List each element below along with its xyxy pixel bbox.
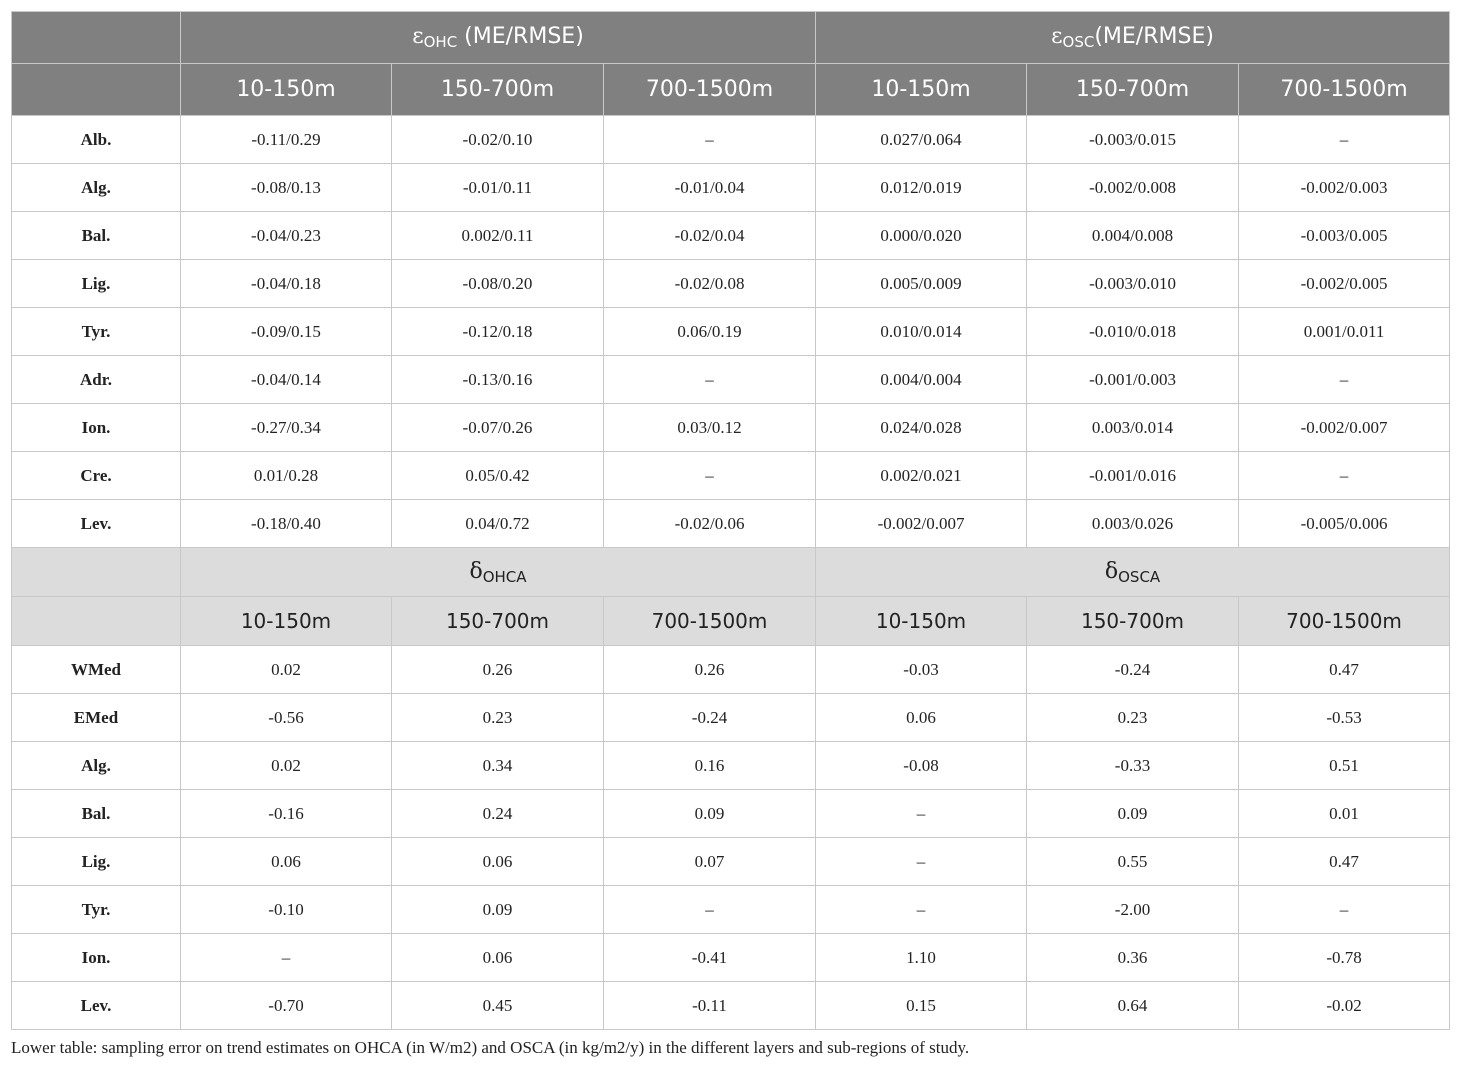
table-row [12,790,1450,838]
value-cell: – [1239,356,1450,404]
value-cell: -0.07/0.26 [392,404,604,452]
value-cell: – [1239,886,1450,934]
region-label: Alg. [12,164,181,212]
value-cell: -0.18/0.40 [181,500,392,548]
region-label: Cre. [12,452,181,500]
value-cell: -0.24 [1027,646,1239,694]
value-cell: -0.003/0.005 [1239,212,1450,260]
value-cell: 0.24 [392,790,604,838]
value-cell: -0.003/0.015 [1027,116,1239,164]
value-cell: 0.012/0.019 [816,164,1027,212]
table-row [12,934,1450,982]
value-cell: 0.06 [181,838,392,886]
region-label: Lev. [12,982,181,1030]
table-row [12,164,1450,212]
value-cell: 0.03/0.12 [604,404,816,452]
value-cell: -0.010/0.018 [1027,308,1239,356]
region-label: Tyr. [12,308,181,356]
value-cell: -0.03 [816,646,1027,694]
ohc-group-suffix: (ME/RMSE) [457,24,584,49]
layer-header: 10-150m [181,597,392,646]
upper-group-header-row [12,12,1450,64]
osca-trend-group-header [816,548,1450,597]
epsilon-symbol: ε [412,24,424,49]
region-label: WMed [12,646,181,694]
layer-header: 150-700m [392,597,604,646]
results-table [11,11,1450,1030]
value-cell: 0.09 [1027,790,1239,838]
table-row [12,116,1450,164]
value-cell: -0.70 [181,982,392,1030]
value-cell: -0.41 [604,934,816,982]
value-cell: -0.003/0.010 [1027,260,1239,308]
value-cell: 1.10 [816,934,1027,982]
value-cell: -0.08/0.20 [392,260,604,308]
region-label: Adr. [12,356,181,404]
value-cell: – [816,886,1027,934]
delta-symbol: δ [1104,558,1119,584]
value-cell: 0.06/0.19 [604,308,816,356]
delta-symbol: δ [469,558,483,584]
layer-header: 10-150m [816,597,1027,646]
value-cell: -0.002/0.005 [1239,260,1450,308]
value-cell: 0.06 [816,694,1027,742]
value-cell: 0.16 [604,742,816,790]
value-cell: -0.53 [1239,694,1450,742]
value-cell: 0.024/0.028 [816,404,1027,452]
value-cell: -0.08 [816,742,1027,790]
value-cell: 0.23 [392,694,604,742]
value-cell: 0.002/0.021 [816,452,1027,500]
lower-table-header [12,548,1450,646]
value-cell: 0.55 [1027,838,1239,886]
layer-header: 700-1500m [1239,64,1450,116]
value-cell: 0.01 [1239,790,1450,838]
ohc-subscript: OHC [423,33,458,51]
value-cell: -0.04/0.18 [181,260,392,308]
osc-error-group-header [816,12,1450,64]
region-label: Lig. [12,838,181,886]
value-cell: 0.09 [392,886,604,934]
value-cell: 0.01/0.28 [181,452,392,500]
table-row [12,646,1450,694]
value-cell: 0.005/0.009 [816,260,1027,308]
value-cell: 0.07 [604,838,816,886]
region-label: Ion. [12,934,181,982]
upper-table-body [12,116,1450,548]
value-cell: -0.78 [1239,934,1450,982]
value-cell: – [816,838,1027,886]
table-row [12,212,1450,260]
layer-header: 10-150m [816,64,1027,116]
value-cell: -2.00 [1027,886,1239,934]
value-cell: 0.45 [392,982,604,1030]
osc-subscript: OSC [1062,33,1095,51]
table-row [12,500,1450,548]
table-row [12,838,1450,886]
value-cell: 0.36 [1027,934,1239,982]
table-row [12,694,1450,742]
osc-group-suffix: (ME/RMSE) [1094,24,1214,49]
value-cell: – [604,886,816,934]
region-label: Alb. [12,116,181,164]
value-cell: -0.002/0.008 [1027,164,1239,212]
value-cell: -0.002/0.007 [1239,404,1450,452]
value-cell: -0.27/0.34 [181,404,392,452]
value-cell: 0.010/0.014 [816,308,1027,356]
value-cell: -0.04/0.23 [181,212,392,260]
value-cell: -0.01/0.04 [604,164,816,212]
value-cell: -0.04/0.14 [181,356,392,404]
upper-layer-header-row [12,64,1450,116]
region-label: Lev. [12,500,181,548]
value-cell: – [604,116,816,164]
value-cell: -0.33 [1027,742,1239,790]
value-cell: 0.26 [392,646,604,694]
value-cell: -0.09/0.15 [181,308,392,356]
value-cell: 0.06 [392,934,604,982]
lower-layer-header-row [12,597,1450,646]
region-label: Alg. [12,742,181,790]
value-cell: -0.02/0.06 [604,500,816,548]
value-cell: 0.002/0.11 [392,212,604,260]
value-cell: -0.16 [181,790,392,838]
epsilon-symbol: ε [1051,24,1063,49]
value-cell: – [816,790,1027,838]
osca-subscript: OSCA [1118,567,1161,586]
value-cell: -0.11 [604,982,816,1030]
upper-corner-cell [12,12,181,64]
value-cell: 0.05/0.42 [392,452,604,500]
table-row [12,452,1450,500]
ohc-error-group-header [181,12,816,64]
value-cell: -0.02 [1239,982,1450,1030]
value-cell: -0.11/0.29 [181,116,392,164]
value-cell: 0.09 [604,790,816,838]
layer-header: 10-150m [181,64,392,116]
layer-header: 700-1500m [604,64,816,116]
upper-table-header [12,12,1450,116]
table-row [12,260,1450,308]
layer-header: 150-700m [392,64,604,116]
value-cell: – [181,934,392,982]
value-cell: 0.51 [1239,742,1450,790]
value-cell: -0.24 [604,694,816,742]
table-caption: Lower table: sampling error on trend estimates on OHCA (in W/m2) and OSCA (in kg/m2/y) in the different layers and sub-regions of study. [11,1038,970,1057]
layer-header: 150-700m [1027,597,1239,646]
value-cell: -0.02/0.08 [604,260,816,308]
ohca-subscript: OHCA [482,567,527,586]
value-cell: 0.26 [604,646,816,694]
value-cell: 0.04/0.72 [392,500,604,548]
value-cell: 0.47 [1239,838,1450,886]
value-cell: -0.002/0.003 [1239,164,1450,212]
value-cell: 0.003/0.014 [1027,404,1239,452]
value-cell: -0.01/0.11 [392,164,604,212]
table-row [12,404,1450,452]
value-cell: -0.12/0.18 [392,308,604,356]
value-cell: – [604,356,816,404]
value-cell: 0.000/0.020 [816,212,1027,260]
region-label: Lig. [12,260,181,308]
table-row [12,308,1450,356]
layer-header: 700-1500m [604,597,816,646]
layer-header: 150-700m [1027,64,1239,116]
value-cell: -0.02/0.10 [392,116,604,164]
value-cell: 0.34 [392,742,604,790]
value-cell: – [1239,452,1450,500]
value-cell: 0.02 [181,646,392,694]
lower-group-header-row [12,548,1450,597]
value-cell: -0.13/0.16 [392,356,604,404]
lower-layer-corner-cell [12,597,181,646]
value-cell: -0.002/0.007 [816,500,1027,548]
lower-table-body [12,646,1450,1030]
upper-layer-corner-cell [12,64,181,116]
region-label: Bal. [12,212,181,260]
table-row [12,742,1450,790]
value-cell: -0.08/0.13 [181,164,392,212]
value-cell: 0.001/0.011 [1239,308,1450,356]
region-label: Tyr. [12,886,181,934]
table-row [12,886,1450,934]
layer-header: 700-1500m [1239,597,1450,646]
value-cell: 0.004/0.008 [1027,212,1239,260]
region-label: Bal. [12,790,181,838]
value-cell: -0.02/0.04 [604,212,816,260]
value-cell: 0.47 [1239,646,1450,694]
value-cell: -0.001/0.016 [1027,452,1239,500]
table-row [12,982,1450,1030]
value-cell: -0.56 [181,694,392,742]
value-cell: 0.003/0.026 [1027,500,1239,548]
table-row [12,356,1450,404]
region-label: EMed [12,694,181,742]
value-cell: 0.64 [1027,982,1239,1030]
value-cell: -0.001/0.003 [1027,356,1239,404]
value-cell: 0.15 [816,982,1027,1030]
region-label: Ion. [12,404,181,452]
value-cell: -0.10 [181,886,392,934]
value-cell: 0.02 [181,742,392,790]
value-cell: – [1239,116,1450,164]
value-cell: 0.004/0.004 [816,356,1027,404]
value-cell: 0.027/0.064 [816,116,1027,164]
value-cell: 0.06 [392,838,604,886]
lower-corner-cell [12,548,181,597]
ohca-trend-group-header [181,548,816,597]
value-cell: 0.23 [1027,694,1239,742]
value-cell: – [604,452,816,500]
value-cell: -0.005/0.006 [1239,500,1450,548]
